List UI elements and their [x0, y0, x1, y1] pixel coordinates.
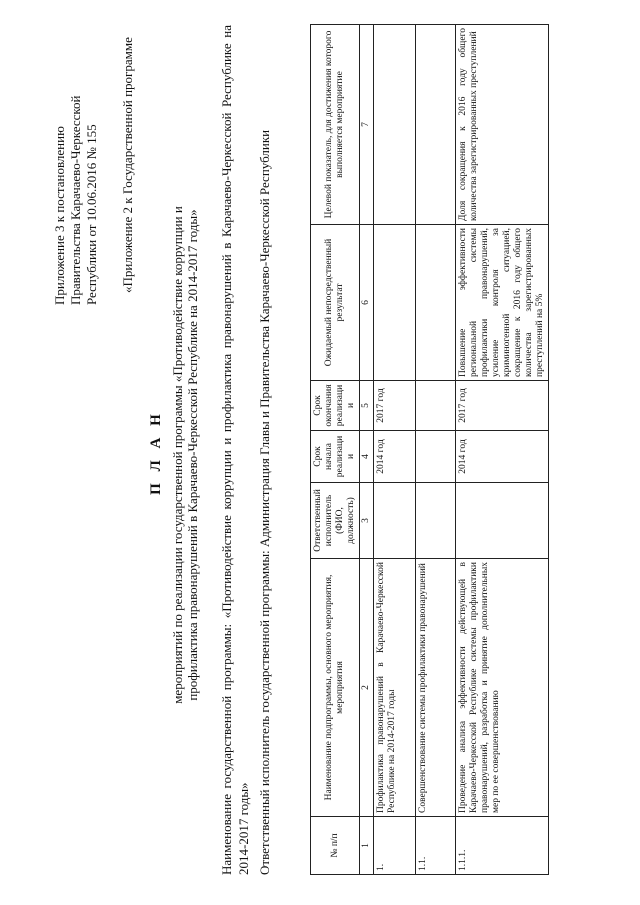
row-executor — [456, 483, 549, 559]
row-end: 2017 год — [374, 381, 416, 431]
row-executor — [416, 483, 456, 559]
table-row — [456, 25, 549, 875]
col-number: 5 — [360, 381, 374, 431]
row-end — [416, 381, 456, 431]
col-number: 6 — [360, 225, 374, 381]
annex-header — [52, 5, 100, 305]
col-header-name: Наименование подпрограммы, основного мероприятия, мероприятия — [311, 559, 360, 817]
header-row — [311, 25, 360, 875]
plan-title: П Л А Н — [148, 410, 164, 495]
annex-line: Правительства Карачаево-Черкесской — [68, 95, 83, 305]
row-name: Проведение анализа эффективности действующей в Карачаево-Черкесской Республике системы профилактики правонарушений, разработка и принятие дополнительных мер по ее совершенствованию — [456, 559, 549, 817]
plan-table — [310, 24, 549, 875]
col-number: 4 — [360, 431, 374, 483]
annex-line: Приложение 3 к постановлению — [52, 126, 67, 305]
annex-subheader: «Приложение 2 к Государственной программе — [120, 37, 135, 293]
table-row — [416, 25, 456, 875]
responsible-executor: Ответственный исполнитель государственной программы: Администрация Главы и Правительства Карачаево-Черкесской Республики — [257, 129, 272, 875]
row-result: Повышение эффективности региональной системы профилактики правонарушений, усиление контроля за криминогенной ситуацией, сокращение к 2016 году общего количества зарегистрированных преступлений на 5% — [456, 225, 549, 381]
row-start — [416, 431, 456, 483]
col-number: 7 — [360, 25, 374, 225]
row-name: Совершенствование системы профилактики правонарушений — [416, 559, 456, 817]
col-number: 1 — [360, 817, 374, 875]
row-start: 2014 год — [456, 431, 549, 483]
row-result — [374, 225, 416, 381]
annex-line: Республики от 10.06.2016 № 155 — [84, 124, 99, 305]
row-num: 1.1.1. — [456, 817, 549, 875]
row-end: 2017 год — [456, 381, 549, 431]
col-header-indicator: Целевой показатель, для достижения которого выполняется мероприятие — [311, 25, 360, 225]
col-header-executor: Ответственный исполнитель (ФИО, должность) — [311, 483, 360, 559]
row-executor — [374, 483, 416, 559]
col-header-start: Срок начала реализации — [311, 431, 360, 483]
column-number-row — [360, 25, 374, 875]
table-row — [374, 25, 416, 875]
col-header-num: № п/п — [311, 817, 360, 875]
row-indicator — [416, 25, 456, 225]
row-result — [416, 225, 456, 381]
col-number: 3 — [360, 483, 374, 559]
row-indicator — [374, 25, 416, 225]
col-number: 2 — [360, 559, 374, 817]
row-num: 1. — [374, 817, 416, 875]
row-start: 2014 год — [374, 431, 416, 483]
row-indicator: Доля сокращения к 2016 году общего количества зарегистрированных преступлений — [456, 25, 549, 225]
row-name: Профилактика правонарушений в Карачаево-Черкесской Республике на 2014-2017 годы — [374, 559, 416, 817]
col-header-end: Срок окончания реализации — [311, 381, 360, 431]
col-header-result: Ожидаемый непосредственный результат — [311, 225, 360, 381]
plan-subtitle: мероприятий по реализации государственной программы «Противодействие коррупции и профилактика правонарушений в Карачаево-Черкесской Республике на 2014-2017 годы» — [170, 206, 200, 704]
row-num: 1.1. — [416, 817, 456, 875]
program-name: Наименование государственной программы: «Противодействие коррупции и профилактика правонарушений в Карачаево-Черкесской Республике на 2014-2017 годы» — [219, 25, 251, 875]
